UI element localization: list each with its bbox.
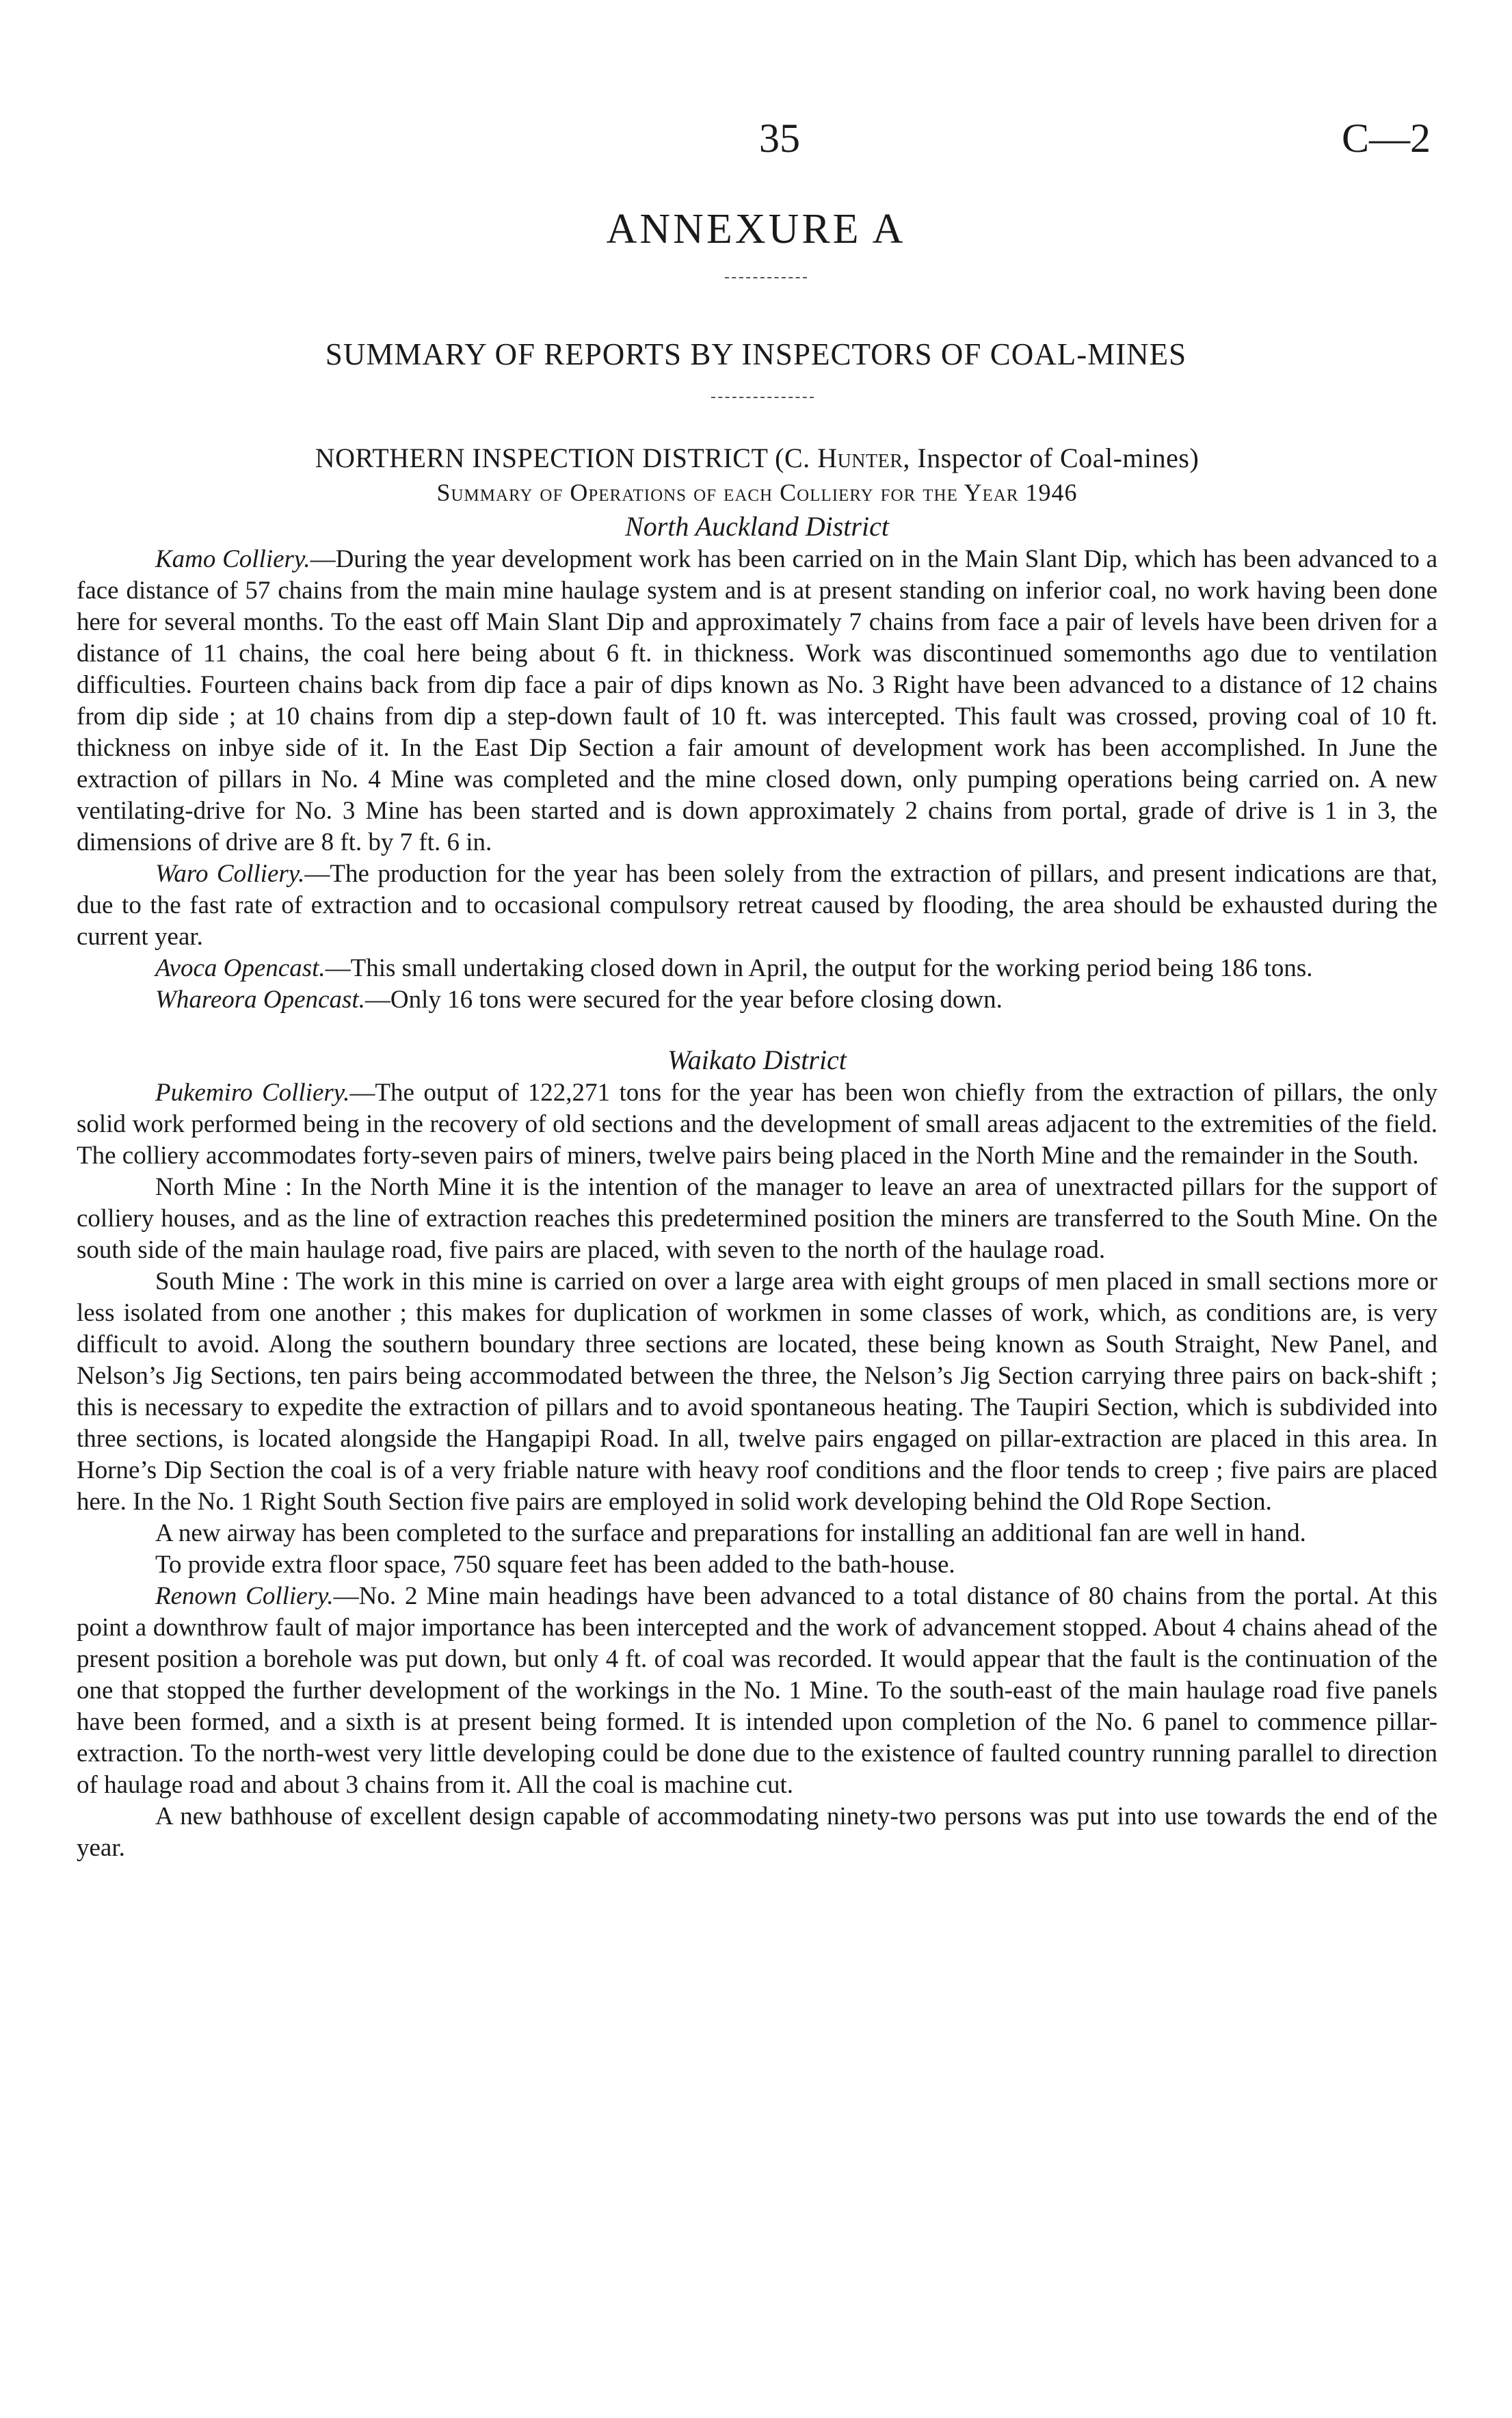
report-paragraph xyxy=(77,544,1437,858)
paragraph-text: North Mine : In the North Mine it is the intention of the manager to leave an area of unextracted pillars for the support of colliery houses, and as the line of extraction reaches this predetermined position the miners are transferred to the South Mine. On the south side of the main haulage road, five pairs are placed, with seven to the north of the haulage road. xyxy=(77,1173,1437,1264)
north-auckland-heading: North Auckland District xyxy=(625,511,889,542)
colliery-name: Kamo Colliery. xyxy=(155,545,310,573)
district-heading-suffix: , Inspector of Coal-mines) xyxy=(903,443,1199,473)
title-divider xyxy=(725,277,807,278)
colliery-name: Avoca Opencast. xyxy=(155,954,326,982)
paragraph-text: —This small undertaking closed down in April, the output for the working period being 186 tons. xyxy=(325,954,1313,982)
paragraph-text: —Only 16 tons were secured for the year before closing down. xyxy=(364,986,1003,1014)
report-paragraph xyxy=(77,858,1437,953)
paragraph-text: South Mine : The work in this mine is carried on over a large area with eight groups of men placed in small sections more or less isolated from one another ; this makes for duplication of workmen in some classes of work, which, as conditions are, is very difficult to avoid. Along the southern boundary three sections are located, these being known as South Straight, New Panel, and Nelson’s Jig Sections, ten pairs being accommodated between the three, the Nelson’s Jig Section carrying three pairs on back-shift ; this is necessary to expedite the extraction of pillars and to avoid spontaneous heating. The Taupiri Section, which is subdivided into three sections, is located alongside the Hangapipi Road. In all, twelve pairs engaged on pillar-extraction are placed in this area. In Horne’s Dip Section the coal is of a very friable nature with heavy roof conditions and the floor tends to creep ; five pairs are placed here. In the No. 1 Right South Section five pairs are employed in solid work developing behind the Old Rope Section. xyxy=(77,1267,1437,1516)
paragraph-text: —During the year development work has been carried on in the Main Slant Dip, which has been advanced to a face distance of 57 chains from the main mine haulage system and is at present standing on inferior coal, no work having been done here for several months. To the east off Main Slant Dip and approximately 7 chains from face a pair of levels have been driven for a distance of 11 chains, the coal here being about 6 ft. in thickness. Work was discontinued somemonths ago due to ventilation difficulties. Fourteen chains back from dip face a pair of dips known as No. 3 Right have been advanced to a distance of 12 chains from dip side ; at 10 chains from dip a step-down fault of 10 ft. was intercepted. This fault was crossed, proving coal of 10 ft. thickness on inbye side of it. In the East Dip Section a fair amount of development work has been accomplished. In June the extraction of pillars in No. 4 Mine was completed and the mine closed down, only pumping operations being carried on. A new ventilating-drive for No. 3 Mine has been started and is down approximately 2 chains from portal, grade of drive is 1 in 3, the dimensions of drive are 8 ft. by 7 ft. 6 in. xyxy=(77,545,1437,856)
summary-divider xyxy=(711,397,814,398)
colliery-name: Waro Colliery. xyxy=(155,860,305,888)
paragraph-text: —The production for the year has been solely from the extraction of pillars, and present indications are that, due to the fast rate of extraction and to occasional compulsory retreat caused by flooding, the area should be exhausted during the current year. xyxy=(77,860,1437,951)
paragraph-text: A new bathhouse of excellent design capable of accommodating ninety-two persons was put into use towards the end of the year. xyxy=(77,1802,1437,1862)
district-heading-prefix: NORTHERN INSPECTION DISTRICT (C. xyxy=(315,443,818,473)
summary-title: SUMMARY OF REPORTS BY INSPECTORS OF COAL-MINES xyxy=(325,337,1187,371)
annexure-title: ANNEXURE A xyxy=(606,206,906,252)
report-paragraph xyxy=(77,1266,1437,1518)
operations-heading: Summary of Operations of each Colliery for the Year 1946 xyxy=(436,479,1078,506)
colliery-name: Renown Colliery. xyxy=(155,1582,334,1610)
waikato-section xyxy=(77,1077,1437,1864)
document-reference: C—2 xyxy=(1342,116,1431,161)
report-paragraph xyxy=(77,984,1437,1016)
report-body xyxy=(77,441,1437,1864)
paragraph-text: A new airway has been completed to the surface and preparations for installing an additional fan are well in hand. xyxy=(155,1519,1306,1547)
inspection-district-heading xyxy=(77,441,1437,475)
report-paragraph xyxy=(77,1549,1437,1581)
report-paragraph xyxy=(77,1801,1437,1864)
report-paragraph xyxy=(77,953,1437,984)
report-paragraph xyxy=(77,1518,1437,1549)
report-paragraph xyxy=(77,1172,1437,1266)
inspector-name: Hunter xyxy=(817,443,903,473)
colliery-name: Whareora Opencast. xyxy=(155,986,365,1014)
report-paragraph xyxy=(77,1077,1437,1172)
page-number: 35 xyxy=(759,116,800,161)
north-auckland-section xyxy=(77,544,1437,1016)
paragraph-text: —No. 2 Mine main headings have been advanced to a total distance of 80 chains from the portal. At this point a downthrow fault of major importance has been intercepted and the work of advancement stopped. About 4 chains ahead of the present position a borehole was put down, but only 4 ft. of coal was recorded. It would appear that the fault is the continuation of the one that stopped the further development of the workings in the No. 1 Mine. To the south-east of the main haulage road five panels have been formed, and a sixth is at present being formed. It is intended upon completion of the No. 6 panel to commence pillar-extraction. To the north-west very little developing could be done due to the existence of faulted country running parallel to direction of haulage road and about 3 chains from it. All the coal is machine cut. xyxy=(77,1582,1437,1799)
waikato-heading: Waikato District xyxy=(667,1044,847,1075)
paragraph-text: —The output of 122,271 tons for the year has been won chiefly from the extraction of pillars, the only solid work performed being in the recovery of old sections and the development of small areas adjacent to the extremities of the field. The colliery accommodates forty-seven pairs of miners, twelve pairs being placed in the North Mine and the remainder in the South. xyxy=(77,1079,1437,1170)
colliery-name: Pukemiro Colliery. xyxy=(155,1079,350,1107)
paragraph-text: To provide extra floor space, 750 square feet has been added to the bath-house. xyxy=(155,1551,955,1579)
report-paragraph xyxy=(77,1581,1437,1801)
